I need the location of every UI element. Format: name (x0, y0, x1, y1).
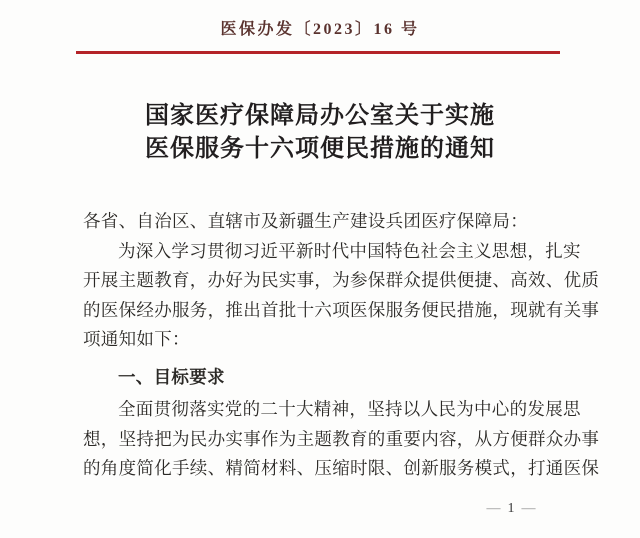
body-line: 的医保经办服务，推出首批十六项医保服务便民措施，现就有关事 (83, 299, 600, 320)
document-title-line-1: 国家医疗保障局办公室关于实施 (145, 103, 495, 129)
body-line: 的角度简化手续、精简材料、压缩时限、创新服务模式，打通医保 (83, 458, 600, 478)
document-title (0, 100, 640, 166)
body-line: 项通知如下： (83, 329, 190, 349)
body-line: 想，坚持把为民办实事作为主题教育的重要内容，从方便群众办事 (83, 428, 600, 449)
body-line: 为深入学习贯彻习近平新时代中国特色社会主义思想，扎实 (118, 240, 581, 261)
salutation-line: 各省、自治区、直辖市及新疆生产建设兵团医疗保障局： (83, 211, 528, 231)
page-number-value: 1 (507, 501, 515, 516)
body-line: 全面贯彻落实党的二十大精神，坚持以人民为中心的发展思 (118, 399, 581, 419)
body-line: 开展主题教育，办好为民实事，为参保群众提供便捷、高效、优质 (83, 270, 600, 290)
section-heading: 一、目标要求 (118, 366, 225, 387)
red-divider-line (76, 51, 560, 54)
document-number: 医保办发〔2023〕16 号 (220, 21, 420, 38)
document-body (83, 207, 600, 484)
document-title-line-2: 医保服务十六项便民措施的通知 (145, 136, 495, 162)
page-number-dash-right: — (521, 501, 536, 516)
page-number (455, 501, 567, 517)
page-number-dash-left: — (486, 501, 501, 516)
